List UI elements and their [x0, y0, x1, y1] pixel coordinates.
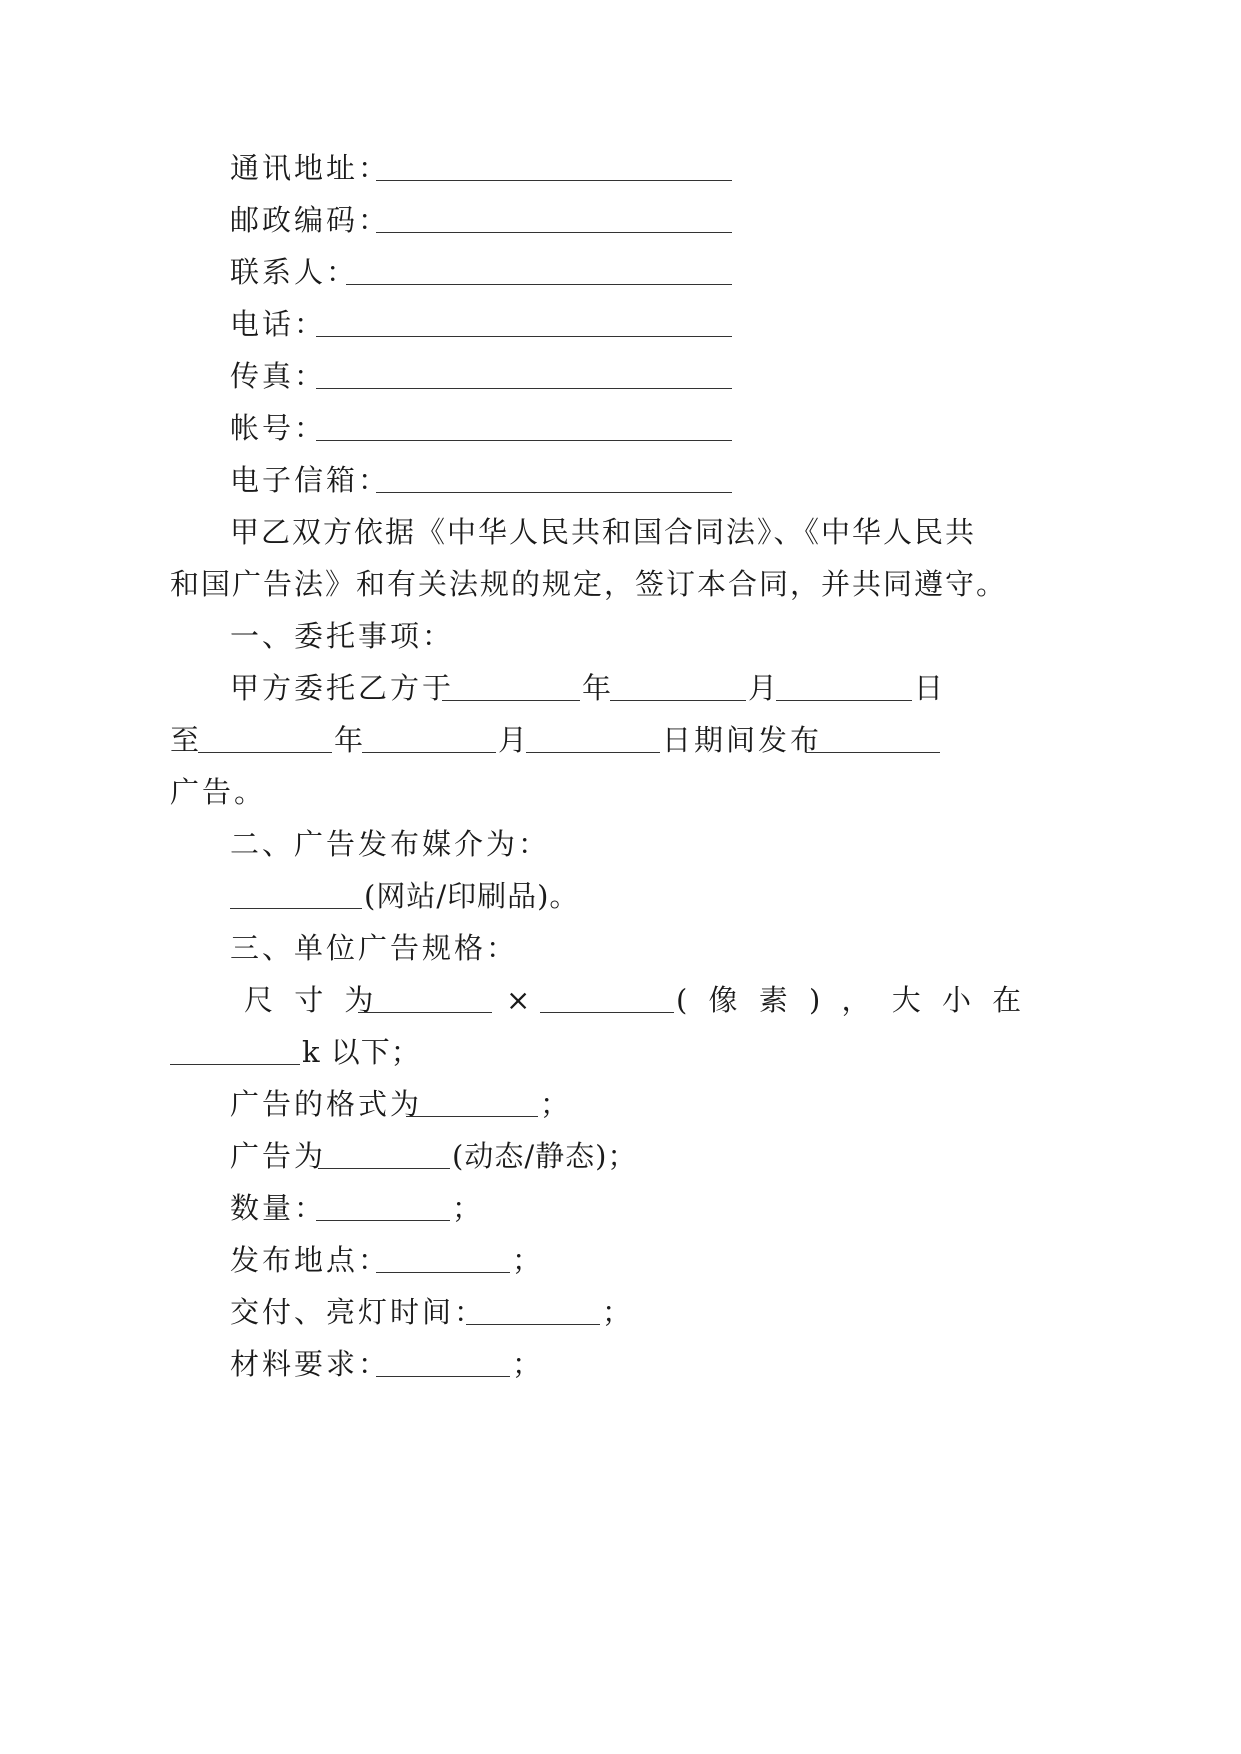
blank-line: [316, 310, 732, 337]
field-label: 帐号：: [230, 411, 327, 445]
field-contact: [0, 252, 1241, 292]
clause-text: 日期间发布: [662, 723, 823, 757]
section-heading-1: [0, 616, 1241, 656]
blank-line: [358, 986, 492, 1013]
field-postcode: [0, 200, 1241, 240]
blank-line: [316, 1194, 450, 1221]
section1-line-3: [0, 772, 1241, 812]
clause-text: 尺 寸 为: [244, 983, 380, 1017]
intro-paragraph-line-2: [0, 564, 1241, 604]
clause-text: ×: [506, 983, 534, 1017]
blank-line: [198, 726, 332, 753]
field-label: 通讯地址：: [230, 151, 391, 185]
section2-media-line: [0, 876, 1241, 916]
field-address: [0, 148, 1241, 188]
blank-line: [526, 726, 660, 753]
clause-text: 广告。: [170, 775, 267, 809]
section-heading-3: [0, 928, 1241, 968]
field-label: 电话：: [230, 307, 327, 341]
section3-kb-line: [0, 1032, 1241, 1072]
field-phone: [0, 304, 1241, 344]
section3-place-line: [0, 1240, 1241, 1280]
clause-text: 月: [498, 723, 531, 757]
section1-line-2: [0, 720, 1241, 760]
blank-line: [376, 1246, 510, 1273]
clause-text: ；: [512, 1243, 545, 1277]
clause-text: 年: [334, 723, 367, 757]
blank-line: [316, 414, 732, 441]
section3-time-line: [0, 1292, 1241, 1332]
section3-material-line: [0, 1344, 1241, 1384]
section-title: 三、单位广告规格：: [230, 931, 519, 965]
clause-text: 交付、亮灯时间：: [230, 1295, 487, 1329]
blank-line: [230, 882, 362, 909]
section3-type-line: [0, 1136, 1241, 1176]
blank-line: [376, 466, 732, 493]
field-label: 电子信箱：: [230, 463, 391, 497]
clause-text: 至: [170, 723, 203, 757]
field-label: 联系人：: [230, 255, 359, 289]
clause-text: 广告为: [230, 1139, 327, 1173]
field-email: [0, 460, 1241, 500]
clause-text: ；: [452, 1191, 485, 1225]
clause-text: k 以下；: [302, 1035, 421, 1069]
clause-text: 甲方委托乙方于: [230, 671, 455, 705]
blank-line: [316, 362, 732, 389]
clause-text: 发布地点：: [230, 1243, 391, 1277]
field-fax: [0, 356, 1241, 396]
clause-text: 材料要求：: [230, 1347, 391, 1381]
clause-text: 年: [582, 671, 615, 705]
section-title: 一、委托事项：: [230, 619, 455, 653]
section3-quantity-line: [0, 1188, 1241, 1228]
clause-text: 日: [914, 671, 947, 705]
intro-paragraph-line-1: [0, 512, 1241, 552]
blank-line: [406, 1090, 538, 1117]
section-title: 二、广告发布媒介为：: [230, 827, 551, 861]
blank-line: [376, 1350, 510, 1377]
blank-line: [376, 206, 732, 233]
clause-text: 数量：: [230, 1191, 327, 1225]
blank-line: [776, 674, 912, 701]
clause-text: ；: [540, 1087, 573, 1121]
section1-line-1: [0, 668, 1241, 708]
clause-text: ；: [512, 1347, 545, 1381]
field-account: [0, 408, 1241, 448]
section3-format-line: [0, 1084, 1241, 1124]
section-heading-2: [0, 824, 1241, 864]
blank-line: [466, 1298, 600, 1325]
blank-line: [170, 1038, 300, 1065]
blank-line: [806, 726, 940, 753]
field-label: 邮政编码：: [230, 203, 391, 237]
blank-line: [540, 986, 674, 1013]
blank-line: [346, 258, 732, 285]
blank-line: [376, 154, 732, 181]
blank-line: [610, 674, 746, 701]
field-label: 传真：: [230, 359, 327, 393]
clause-text: ；: [602, 1295, 635, 1329]
clause-text: (网站/印刷品)。: [364, 879, 580, 913]
intro-text: 甲乙双方依据《中华人民共和国合同法》、《中华人民共: [230, 515, 977, 549]
intro-text: 和国广告法》和有关法规的规定，签订本合同，并共同遵守。: [170, 567, 1008, 601]
blank-line: [318, 1142, 450, 1169]
section3-size-line: [0, 980, 1241, 1020]
blank-line: [442, 674, 580, 701]
clause-text: (动态/静态)；: [452, 1139, 638, 1173]
clause-text: 月: [748, 671, 781, 705]
blank-line: [362, 726, 496, 753]
clause-text: ( 像 素 ) ， 大 小 在: [676, 983, 1028, 1017]
clause-text: 广告的格式为: [230, 1087, 423, 1121]
